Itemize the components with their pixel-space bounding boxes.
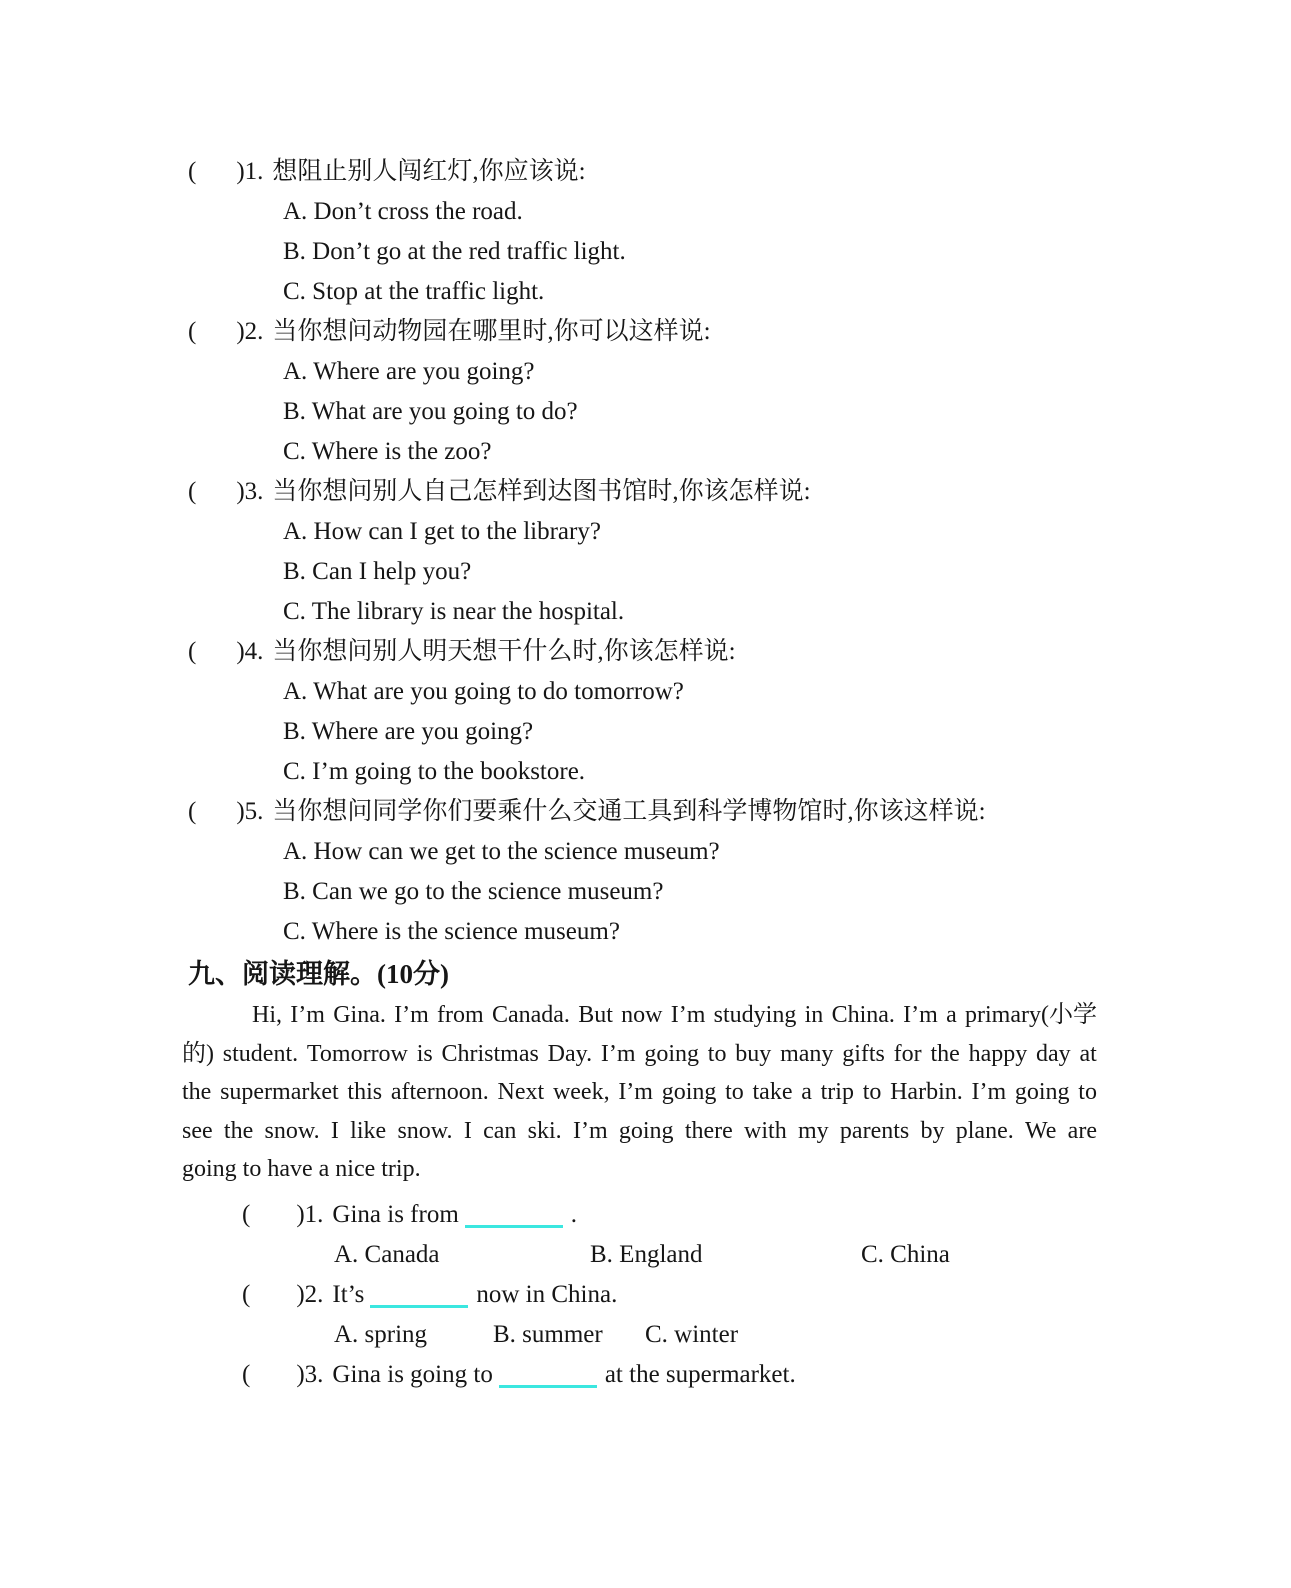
question-number: )1. (236, 158, 264, 185)
question-row (0, 632, 1291, 672)
option-item: C. Stop at the traffic light. (283, 278, 545, 305)
question-prompt: 当你想问别人明天想干什么时,你该怎样说: (272, 638, 736, 665)
answer-blank (465, 1203, 563, 1228)
option-item: A. spring (334, 1320, 428, 1348)
question-number: )1. (296, 1200, 324, 1228)
question-text: It’s (332, 1280, 365, 1308)
option-item: B. Where are you going? (283, 718, 534, 745)
reading-questions (0, 1195, 1291, 1395)
option-item: B. Don’t go at the red traffic light. (283, 238, 626, 265)
answer-bracket: ( (242, 1280, 251, 1308)
question-number: )3. (236, 478, 264, 505)
passage-line: going to have a nice trip. (182, 1156, 421, 1182)
option-item: B. summer (493, 1320, 603, 1348)
answer-bracket: ( (188, 478, 197, 505)
question-row (0, 1355, 1291, 1395)
option-item: C. I’m going to the bookstore. (283, 758, 586, 785)
multiple-choice-section (0, 152, 1291, 952)
option-item: B. Can I help you? (283, 558, 472, 585)
question-number: )2. (296, 1280, 324, 1308)
question-number: )2. (236, 318, 264, 345)
answer-bracket: ( (242, 1360, 251, 1388)
answer-bracket: ( (188, 638, 197, 665)
option-row (0, 1315, 1291, 1355)
question-prompt: 当你想问同学你们要乘什么交通工具到科学博物馆时,你该这样说: (272, 798, 986, 825)
option-item: C. China (861, 1240, 950, 1268)
question-row (0, 1195, 1291, 1235)
question-row (0, 152, 1291, 192)
passage-line: 的) student. Tomorrow is Christmas Day. I’m going to buy many gifts for the happy day at (182, 1040, 1097, 1067)
option-item: A. How can I get to the library? (283, 518, 601, 545)
question-row (0, 312, 1291, 352)
option-item: A. Canada (334, 1240, 440, 1268)
passage-line: see the snow. I like snow. I can ski. I’m going there with my parents by plane. We are (182, 1117, 1097, 1144)
option-item: A. How can we get to the science museum? (283, 838, 720, 865)
option-item: C. Where is the science museum? (283, 918, 620, 945)
question-number: )5. (236, 798, 264, 825)
question-prompt: 当你想问动物园在哪里时,你可以这样说: (272, 318, 711, 345)
option-item: A. What are you going to do tomorrow? (283, 678, 684, 705)
option-item: B. England (590, 1240, 703, 1268)
passage-line: Hi, I’m Gina. I’m from Canada. But now I’m studying in China. I’m a primary(小学 (252, 1002, 1097, 1028)
answer-blank (499, 1363, 597, 1388)
question-row (0, 792, 1291, 832)
question-text: at the supermarket. (604, 1360, 796, 1388)
option-item: B. Can we go to the science museum? (283, 878, 664, 905)
question-number: )4. (236, 638, 264, 665)
question-text: now in China. (476, 1280, 618, 1308)
option-row (0, 1235, 1291, 1275)
question-prompt: 想阻止别人闯红灯,你应该说: (272, 158, 586, 185)
question-row (0, 1275, 1291, 1315)
option-item: A. Don’t cross the road. (283, 198, 523, 225)
answer-bracket: ( (242, 1200, 251, 1228)
answer-blank (370, 1283, 468, 1308)
question-text: Gina is going to (332, 1360, 493, 1388)
option-item: C. The library is near the hospital. (283, 598, 625, 625)
option-item: A. Where are you going? (283, 358, 535, 385)
answer-bracket: ( (188, 798, 197, 825)
question-text: Gina is from (332, 1200, 459, 1228)
option-item: B. What are you going to do? (283, 398, 578, 425)
option-item: C. Where is the zoo? (283, 438, 492, 465)
passage-line: the supermarket this afternoon. Next week, I’m going to take a trip to Harbin. I’m going to (182, 1079, 1097, 1105)
question-prompt: 当你想问别人自己怎样到达图书馆时,你该怎样说: (272, 478, 811, 505)
option-item: C. winter (645, 1320, 739, 1348)
section-heading: 九、阅读理解。(10分) (188, 959, 449, 989)
reading-passage (182, 996, 1097, 1189)
question-row (0, 472, 1291, 512)
reading-comprehension-section (0, 952, 1291, 1395)
question-text: . (570, 1200, 578, 1228)
answer-bracket: ( (188, 158, 197, 185)
question-number: )3. (296, 1360, 324, 1388)
answer-bracket: ( (188, 318, 197, 345)
